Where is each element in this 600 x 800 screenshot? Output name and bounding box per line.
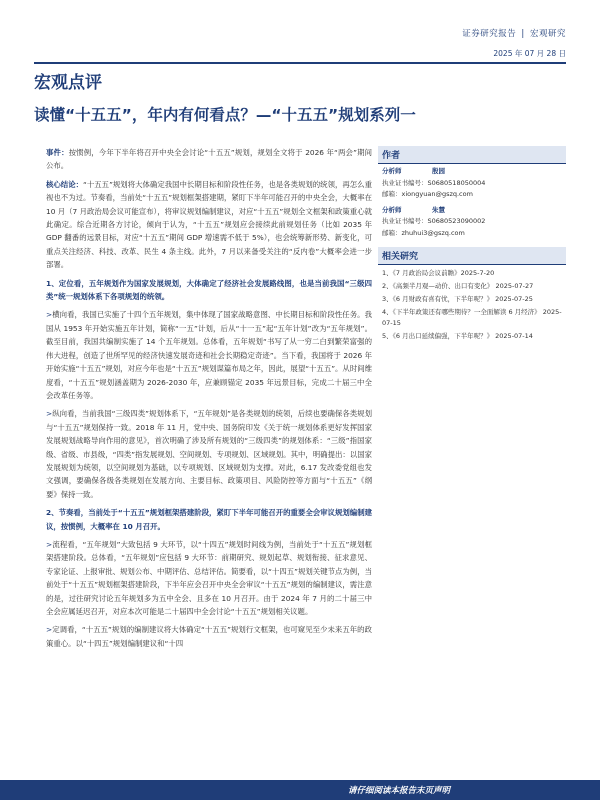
paragraph-text: 按惯例，今年下半年将召开中央全会讨论“十五五”规划，规划全文将于 2026 年“两会”期间公布。 [46, 148, 372, 171]
tag-separator: | [521, 29, 525, 39]
bullet-arrow: > [46, 539, 53, 549]
report-title: 读懂“十五五”，年内有何看点？—“十五五”规划系列一 [34, 106, 416, 124]
email-label: 邮箱： [382, 228, 402, 237]
paragraph-lead: 事件： [46, 148, 69, 157]
bullet-arrow: > [46, 409, 53, 419]
sidebar [378, 146, 566, 344]
conclusion-paragraph [46, 178, 372, 272]
related-report-link[interactable]: 2、《高频半月观—动价、出口有变化》 2025-07-27 [382, 282, 534, 290]
analyst-name: 朱慧 [432, 205, 445, 214]
related-report-link[interactable]: 4、《下半年政策还有哪些期待？一全面解读 6 月经济》 2025-07-15 [382, 308, 562, 327]
email-address[interactable]: xiongyuan@gszq.com [401, 190, 473, 198]
license-label: 执业证书编号： [382, 178, 428, 187]
license-label: 执业证书编号： [382, 217, 428, 225]
analyst-email [382, 228, 562, 240]
report-tag: 证券研究报告 [462, 29, 517, 39]
analyst-role: 分析师 [382, 205, 402, 214]
analyst-license [382, 216, 562, 228]
analyst-role: 分析师 [382, 167, 402, 175]
analyst-card [378, 164, 566, 239]
related-research-heading: 相关研究 [378, 247, 566, 265]
main-body [46, 146, 372, 655]
body-paragraph [46, 308, 372, 402]
header-divider [34, 62, 566, 64]
bullet-arrow: > [46, 310, 53, 320]
research-type-tag: 宏观研究 [529, 29, 566, 39]
related-report-link[interactable]: 1、《7 月政治局会议前瞻》2025-7-20 [382, 269, 495, 277]
paragraph-text: “十五五”规划将大体确定我国中长期目标和阶段性任务，也是各类规划的统领，再怎么重视也不为过。节奏看，当前处“十五五”规划框架搭建期，紧盯下半年可能召开的中央全会，大概率在 10 月（7 月政治局会议可能宣布），将审议规划编制建议，对应“十五五”规划全文框架和政策重心就此确定。综合近期各方讨论，倾向于认为，“十五五”规划应会接续此前规划任务（比如 2035 年 GDP 翻番的远景目标，对应“十五五”期间 GDP 增速需不低于 5%），也会统筹新形势、新变化，可重点关注经济、科技、改革、民生 4 条主线。此外，7 月以来备受关注的“反内卷”大概率会进一步部署。 [46, 179, 372, 270]
body-paragraph [46, 538, 372, 618]
footer-bar [0, 780, 600, 800]
analyst-name-row [382, 166, 562, 178]
paragraph-text: 定调看，“十五五”规划的编制建议将大体确定“十五五”规划行文框架，也可窥见至少未来五年的政策重心。以“十四五”规划编制建议和“十四 [46, 625, 372, 648]
authors-heading: 作者 [378, 146, 566, 164]
license-number: S0680523090002 [427, 217, 486, 225]
analyst-email [382, 189, 562, 201]
analyst-name-row [382, 205, 562, 217]
related-report-link[interactable]: 5、《6 月出口延续偏强，下半年呢？》 2025-07-14 [382, 332, 533, 340]
report-date: 2025 年 07 月 28 日 [493, 49, 566, 58]
email-label: 邮箱： [382, 190, 402, 198]
section-heading-2: 2、节奏看，当前处于“十五五”规划框架搭建阶段，紧盯下半年可能召开的重要全会审议规划编制建议，按惯例，大概率在 10 月召开。 [46, 508, 372, 531]
paragraph-lead: 核心结论： [46, 179, 84, 189]
report-category: 宏观点评 [34, 73, 102, 93]
header-tags [462, 27, 566, 39]
paragraph-text: 纵向看，当前我国“三级四类”规划体系下，“五年规划”是各类规划的统领，后续也要确保各类规划与“十五五”规划保持一致。2018 年 11 月，党中央、国务院印发《关于统一规划体系更好发挥国家发展规划战略导向作用的意见》，首次明确了涉及所有规划的“三级四类”的规划体系：“三级”指国家级、省级、市县级，“四类”指发展规划、空间规划、专项规划、区域规划。其中，明确提出：以国家发展规划为统领，以空间规划为基础，以专项规划、区域规划为支撑。对此，6.17 发改委党组也发文强调，要确保各级各类规划在发展方向、主要目标、政策项目、风险防控等方面与“十五五”《纲要》保持一致。 [46, 409, 372, 499]
paragraph-text: 流程看，“五年规划”大致包括 9 大环节，以“十四五”规划时间线为例，当前处于“十五五”规划框架搭建阶段。总体看，“五年规划”应包括 9 大环节：前期研究、规划起草、规划衔接、征求意见、专家论证、上报审批、规划公布、中期评估、总结评估。简要看，以“十四五”规划关键节点为例，当前处于“十五五”规划框架搭建阶段，下半年应会召开中央全会审议“十五五”规划的编制建议，需注意的是，过往研究讨论五年规划多为五中全会、且多在 10 月召开。由于 2024 年 7 月的二十届三中全会应属延迟召开，对应本次可能是二十届四中全会讨论“十五五”规划相关议题。 [46, 539, 372, 616]
email-address[interactable]: zhuhui3@gszq.com [401, 228, 465, 237]
bullet-arrow: > [46, 625, 53, 635]
license-number: S0680518050004 [427, 178, 486, 187]
related-research-list [378, 265, 566, 342]
body-paragraph [46, 407, 372, 501]
paragraph-text: 横向看，我国已实施了十四个五年规划，集中体现了国家战略意图、中长期目标和阶段性任务。我国从 1953 年开始实施五年计划，简称“一五”计划，后从“十一五”起“五年计划”改为“五年规划”。截至目前，我国共编制实施了 14 个五年规划。总体看，五年规划“书写了从一穷二白到繁荣富强的伟大进程，创造了世所罕见的经济快速发展奇迹和社会长期稳定奇迹”。当下看，我国将于 2026 年开始实施“十五五”规划，对应今年也是“十五五”规划谋篇布局之年，因此，展望“十五五”。从时间维度看，“十五五”规划涵盖期为 2026-2030 年，应兼顾锚定 2035 年远景目标，完成二十届三中全会改革任务等。 [46, 310, 372, 400]
related-report-link[interactable]: 3、《6 月财政有喜有忧，下半年呢？》 2025-07-25 [382, 295, 533, 303]
analyst-name: 殷园 [432, 167, 445, 175]
event-paragraph [46, 146, 372, 173]
analyst-license [382, 178, 562, 190]
footer-disclaimer: 请仔细阅读本报告末页声明 [347, 786, 450, 796]
body-paragraph [46, 623, 372, 650]
section-heading-1: 1、定位看，五年规划作为国家发展规划，大体确定了经济社会发展路线图，也是当前我国“三级四类”统一规划体系下各项规划的统领。 [46, 278, 372, 302]
